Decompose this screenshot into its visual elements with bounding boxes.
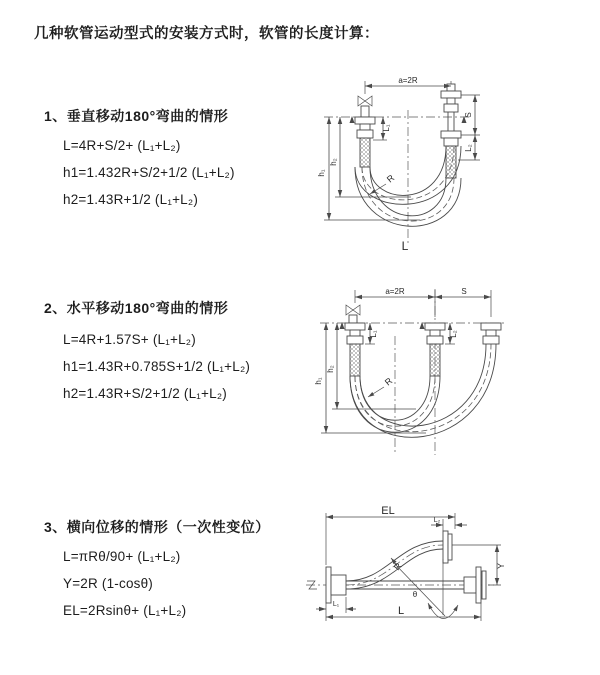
- upper-flange-fitting: [443, 531, 452, 563]
- dim-label-l2: L₂: [449, 330, 458, 338]
- section-1-formulas: [63, 132, 235, 213]
- formula-line: L=4R+1.57S+ (L₁+L₂): [63, 332, 196, 347]
- formula-line: Y=2R (1-cosθ): [63, 576, 154, 591]
- dim-a-2r: [355, 287, 491, 317]
- dim-label-h2: h₂: [329, 158, 338, 166]
- dim-label-h2: h₂: [326, 365, 335, 373]
- dim-el: [326, 505, 455, 565]
- radius-leader: [368, 375, 395, 397]
- formula-line: L=πRθ/90+ (L₁+L₂): [63, 549, 181, 564]
- braided-hose-section: [430, 344, 440, 376]
- formula-line: h1=1.43R+0.785S+1/2 (L₁+L₂): [63, 359, 251, 374]
- section-3-formulas: [63, 543, 186, 624]
- dim-label-l2: L₂: [464, 144, 473, 152]
- left-flange-fitting: [345, 315, 365, 376]
- formula-line: h2=1.43R+1/2 (L₁+L₂): [63, 192, 199, 207]
- braided-hose-section: [446, 146, 456, 178]
- hose-u-bend: [350, 344, 496, 437]
- dim-l1: [365, 323, 378, 344]
- radius-label: R: [391, 560, 404, 573]
- valve-icon: [346, 305, 360, 315]
- dim-label-a2r: a=2R: [385, 287, 405, 296]
- valve-icon: [358, 96, 372, 106]
- dim-label-l1: L₁: [382, 124, 391, 132]
- formula-line: L=4R+S/2+ (L₁+L₂): [63, 138, 181, 153]
- dim-label-y: Y: [496, 562, 506, 570]
- dim-label-s: S: [461, 287, 467, 296]
- formula-line: h1=1.432R+S/2+1/2 (L₁+L₂): [63, 165, 235, 180]
- dim-label-a2r: a=2R: [398, 76, 418, 85]
- dim-s: [461, 95, 480, 135]
- dim-label-el: EL: [381, 505, 395, 517]
- dim-l1: [316, 597, 356, 613]
- angle-label: θ: [412, 590, 418, 599]
- middle-flange-fitting: [425, 323, 445, 376]
- radius-leader: [391, 558, 404, 572]
- right-flange-fitting: [464, 567, 486, 603]
- braided-hose-section: [350, 344, 360, 376]
- dim-l2: [431, 517, 467, 531]
- dim-label-l1: L₁: [332, 601, 340, 608]
- dim-l1: [373, 117, 391, 140]
- dim-label-l2: L₂: [433, 517, 441, 524]
- diagram-lateral-displacement: [298, 505, 598, 657]
- left-flange-fitting: [355, 106, 375, 167]
- section-2-formulas: [63, 326, 250, 407]
- dim-label-s: S: [464, 112, 473, 118]
- dim-label-l1: L₁: [369, 330, 378, 338]
- dim-a-2r: [365, 76, 451, 94]
- section-3-heading: 3、横向位移的情形（一次性变位）: [44, 519, 270, 535]
- diagram-vertical-180-bend: [308, 70, 590, 262]
- braided-hose-section: [360, 138, 370, 167]
- section-2-heading: 2、水平移动180°弯曲的情形: [44, 300, 229, 316]
- formula-line: h2=1.43R+S/2+1/2 (L₁+L₂): [63, 386, 227, 401]
- dim-s: [435, 287, 491, 297]
- diagram-horizontal-180-bend: [308, 281, 590, 467]
- dim-label-h1: h₁: [317, 169, 326, 177]
- dim-label-l: L: [397, 605, 405, 617]
- left-flange-fitting: [326, 567, 346, 603]
- formula-line: EL=2Rsinθ+ (L₁+L₂): [63, 603, 187, 618]
- length-label: L: [401, 239, 409, 253]
- page-title: 几种软管运动型式的安装方式时，软管的长度计算：: [34, 26, 379, 42]
- radius-label: R: [384, 172, 397, 185]
- section-1-heading: 1、垂直移动180°弯曲的情形: [44, 108, 229, 124]
- dim-label-h1: h₁: [314, 377, 323, 385]
- radius-label: R: [382, 375, 395, 388]
- right-flange-fitting: [481, 323, 501, 344]
- dim-l2: [445, 323, 458, 344]
